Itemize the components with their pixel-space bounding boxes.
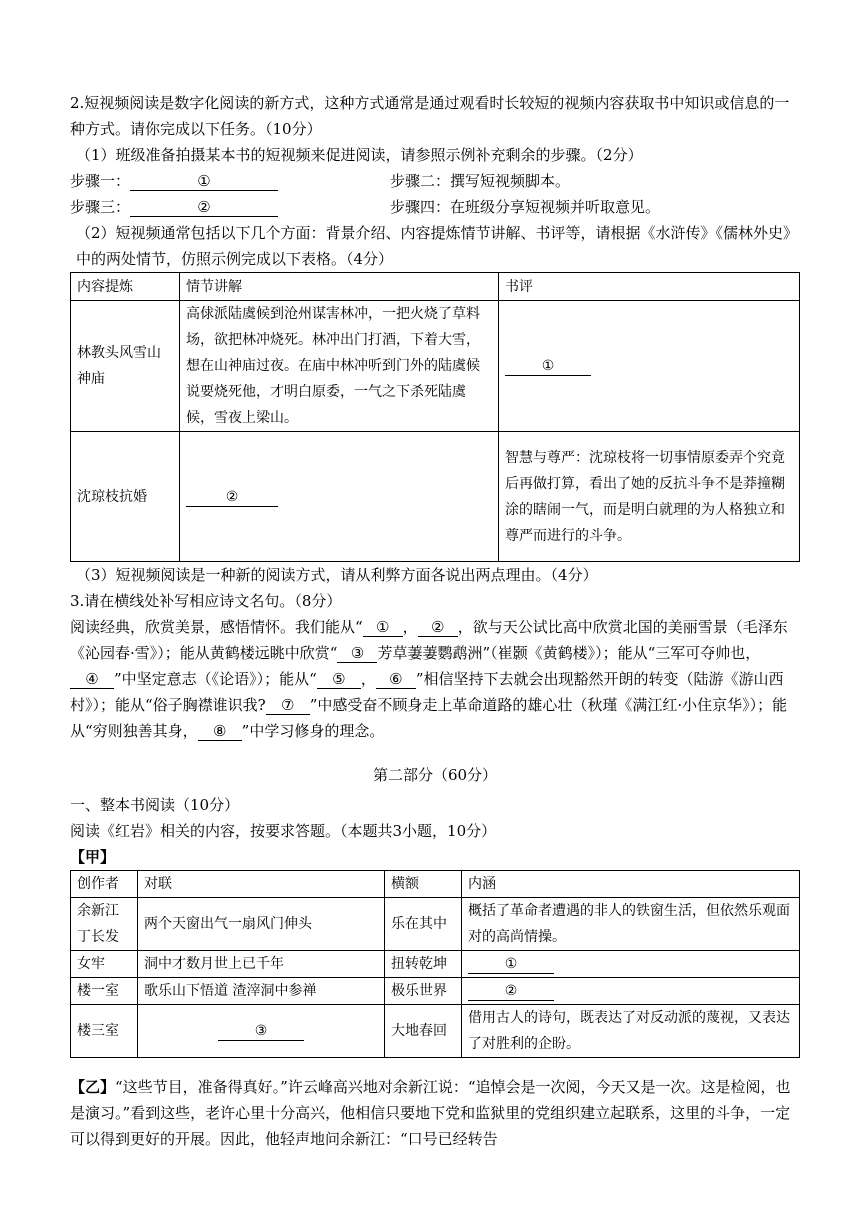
row2-title: 沈琼枝抗婚 — [71, 432, 180, 562]
part2-intro: 阅读《红岩》相关的内容，按要求答题。（本题共3小题，10分） — [70, 822, 497, 840]
q3-text: ， — [402, 618, 418, 636]
banner-cell: 大地春回 — [385, 1005, 462, 1058]
step1-blank[interactable]: ① — [130, 172, 278, 191]
banner-cell: 乐在其中 — [385, 898, 462, 951]
table-row — [71, 301, 800, 432]
meaning-blank-1[interactable]: ① — [468, 955, 554, 974]
q2-stem: 2.短视频阅读是数字化阅读的新方式，这种方式通常是通过观看时长较短的视频内容获取书中知识或信息的一种方式。请你完成以下任务。（10分） — [70, 94, 790, 138]
banner-cell: 扭转乾坤 — [385, 951, 462, 978]
q3-text: 阅读经典，欣赏美景，感悟情怀。我们能从“ — [70, 618, 363, 636]
q3-blank-5[interactable]: ⑤ — [317, 670, 361, 689]
table-header-row — [71, 871, 800, 898]
header-cell: 内涵 — [462, 871, 800, 898]
row1-review-blank[interactable]: ① — [505, 357, 591, 376]
step1-label: 步骤一： — [70, 172, 131, 190]
yi-paragraph — [70, 1074, 800, 1152]
meaning-blank-2[interactable]: ② — [468, 982, 554, 1001]
q3-body — [70, 614, 800, 744]
author-cell: 楼三室 — [71, 1005, 138, 1058]
steps-row-1 — [70, 168, 800, 194]
couplet-cell: 歌乐山下悟道 渣滓洞中参禅 — [138, 978, 385, 1005]
part2-title: 第二部分（60分） — [372, 766, 498, 784]
q3-text: ”中坚定意志（《论语》）；能从“ — [114, 670, 317, 688]
part2-sec1: 一、整本书阅读（10分） — [70, 796, 240, 814]
q3-blank-4[interactable]: ④ — [70, 670, 114, 689]
hongyan-table — [70, 870, 800, 1058]
banner-cell: 极乐世界 — [385, 978, 462, 1005]
short-video-table — [70, 272, 800, 562]
q3-blank-2[interactable]: ② — [418, 618, 458, 637]
header-cell: 内容提炼 — [71, 273, 180, 301]
author-cell: 楼一室 — [71, 978, 138, 1005]
step2-text: 步骤二：撰写短视频脚本。 — [390, 172, 571, 190]
table-row — [71, 432, 800, 562]
q3-blank-7[interactable]: ⑦ — [266, 696, 310, 715]
table-row — [71, 1005, 800, 1058]
header-cell: 书评 — [499, 273, 800, 301]
step3-blank[interactable]: ② — [130, 198, 278, 217]
q3-blank-8[interactable]: ⑧ — [198, 722, 242, 741]
author-cell: 女牢 — [71, 951, 138, 978]
q2-sub1: （1）班级准备拍摄某本书的短视频来促进阅读，请参照示例补充剩余的步骤。（2分） — [76, 146, 643, 164]
header-cell: 情节讲解 — [180, 273, 499, 301]
header-cell: 对联 — [138, 871, 385, 898]
exam-page — [70, 90, 800, 1152]
yi-label: 【乙】 — [70, 1078, 116, 1096]
step3-label: 步骤三： — [70, 198, 131, 216]
table-row — [71, 898, 800, 951]
meaning-cell: 概括了革命者遭遇的非人的铁窗生活，但依然乐观面对的高尚情操。 — [462, 898, 800, 951]
header-cell: 横额 — [385, 871, 462, 898]
steps-row-2 — [70, 194, 800, 220]
yi-text: “这些节目，准备得真好。”许云峰高兴地对余新江说：“追悼会是一次阅，今天又是一次。这是检阅，也是演习。”看到这些，老许心里十分高兴，他相信只要地下党和监狱里的党组织建立起联系，这里的斗争，一定可以得到更好的开展。因此，他轻声地问余新江：“口号已经转告 — [70, 1078, 791, 1148]
couplet-cell: 两个天窗出气一扇风门伸头 — [138, 898, 385, 951]
jia-label: 【甲】 — [70, 848, 116, 866]
q3-text: ”相信坚持下去就会出现豁然开朗的转变（陆游《游山西村》）；能从“俗子胸襟谁识我? — [70, 670, 784, 714]
row2-plot-blank[interactable]: ② — [186, 488, 278, 507]
q3-text: ， — [360, 670, 376, 688]
q3-text: 芳草萋萋鹦鹉洲”（崔颢《黄鹤楼》）；能从“三军可夺帅也， — [377, 644, 761, 662]
step4-text: 步骤四：在班级分享短视频并听取意见。 — [390, 198, 661, 216]
q2-sub3: （3）短视频阅读是一种新的阅读方式，请从利弊方面各说出两点理由。（4分） — [76, 566, 598, 584]
author-cell: 余新江丁长发 — [71, 898, 138, 951]
table-row — [71, 978, 800, 1005]
q3-text: ”中感受奋不顾身走上革命道路的雄心壮（秋瑾《满江红·小住京华》）；能从“穷则独善其身， — [70, 696, 788, 740]
couplet-cell: 洞中才数月世上已千年 — [138, 951, 385, 978]
q3-blank-3[interactable]: ③ — [337, 644, 377, 663]
header-cell: 创作者 — [71, 871, 138, 898]
q3-blank-1[interactable]: ① — [363, 618, 403, 637]
q3-text: ”中学习修身的理念。 — [241, 722, 385, 740]
row1-plot: 高俅派陆虞候到沧州谋害林冲，一把火烧了草料场，欲把林冲烧死。林冲出门打酒，下着大雪，想在山神庙过夜。在庙中林冲听到门外的陆虞候说要烧死他，才明白原委，一气之下杀死陆虞候，雪夜上梁山。 — [180, 301, 499, 432]
q3-stem: 3.请在横线处补写相应诗文名句。（8分） — [70, 592, 342, 610]
row2-review: 智慧与尊严：沈琼枝将一切事情原委弄个究竟后再做打算，看出了她的反抗斗争不是莽撞糊涂的瞎闹一气，而是明白就理的为人格独立和尊严而进行的斗争。 — [499, 432, 800, 562]
meaning-cell: 借用古人的诗句，既表达了对反动派的蔑视，又表达了对胜利的企盼。 — [462, 1005, 800, 1058]
q3-blank-6[interactable]: ⑥ — [376, 670, 416, 689]
table-header-row — [71, 273, 800, 301]
table-row — [71, 951, 800, 978]
couplet-blank-3[interactable]: ③ — [218, 1022, 304, 1041]
q2-sub2: （2）短视频通常包括以下几个方面：背景介绍、内容提炼情节讲解、书评等，请根据《水浒传》《儒林外史》中的两处情节，仿照示例完成以下表格。（4分） — [76, 224, 799, 268]
q3-text: ，欲与天公试比高中欣赏北国的美丽雪景（毛泽东《沁园春·雪》）；能从黄鹤楼远眺中欣赏“ — [70, 618, 788, 662]
row1-title: 林教头风雪山神庙 — [71, 301, 180, 432]
